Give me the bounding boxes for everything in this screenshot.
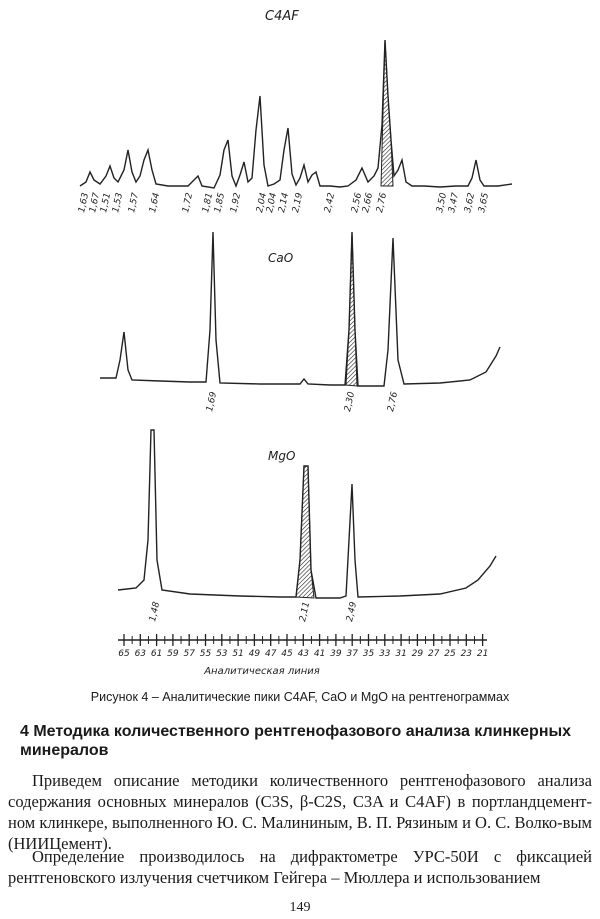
tick-label: 35 [362, 649, 375, 659]
peak-label: 3,62 [463, 191, 478, 214]
peak-label: 2,56 [350, 191, 365, 214]
tick-label: 47 [264, 649, 277, 659]
peak-label: 1,48 [148, 600, 163, 623]
tick-label: 57 [183, 649, 195, 659]
peak-label: 1,64 [148, 191, 163, 214]
tick-label: 33 [379, 649, 391, 659]
peak-label: 1,57 [127, 191, 142, 214]
axis-label: Аналитическая линия [204, 666, 320, 677]
tick-label: 45 [281, 649, 293, 659]
tick-label: 65 [118, 649, 130, 659]
tick-label: 53 [216, 649, 228, 659]
tick-label: 39 [330, 649, 342, 659]
tick-label: 59 [167, 649, 179, 659]
page-number: 149 [289, 900, 311, 915]
panel-label-cao: CaO [268, 251, 294, 265]
paragraph: Определение производилось на дифрактометре УРС-50И с фиксацией рентгеновского излучения счетчиком Гейгера – Мюллера и использованием [8, 847, 592, 887]
panel-label-mgo: MgO [268, 449, 296, 463]
peak-label: 2,66 [361, 191, 376, 214]
figure-caption: Рисунок 4 – Аналитические пики C4AF, CaO и MgO на рентгенограммах [90, 690, 510, 704]
tick-label: 27 [427, 649, 440, 659]
tick-label: 29 [411, 649, 424, 659]
tick-label: 43 [297, 649, 310, 659]
peak-label: 3,47 [447, 191, 462, 214]
peak-label: 2,11 [298, 600, 313, 623]
peak-label: 1,81 [201, 191, 216, 214]
peak-label: 2,14 [277, 191, 292, 214]
peak-label: 2,04 [255, 191, 270, 214]
peak-label: 2,19 [291, 191, 306, 214]
tick-label: 55 [199, 649, 212, 659]
peak-label: 2,76 [375, 191, 390, 214]
tick-label: 41 [313, 649, 326, 659]
peak-label: 1,92 [229, 191, 244, 214]
tick-label: 25 [444, 649, 456, 659]
c4af-peak-labels [77, 192, 491, 214]
panel-label-c4af: C4AF [265, 9, 299, 24]
peak-label: 2,49 [345, 600, 360, 623]
peak-label: 3,65 [477, 191, 492, 214]
tick-label: 37 [346, 649, 358, 659]
tick-label: 61 [150, 649, 163, 659]
peak-label: 1,69 [205, 390, 220, 413]
scale-tick-labels [118, 649, 488, 659]
c4af-trace [80, 40, 512, 188]
peak-label: 1,72 [181, 191, 196, 214]
tick-label: 23 [460, 649, 473, 659]
paragraph: Приведем описание методики количественного рентгенофазового анализа содержания основных минералов (C3S, β-C2S, C3A и C4AF) в портландцемент-ном клинкере, выполненного Ю. С. Малининым, В. П. Рязиным и О. С. Волко-вым (НИИЦемент). [8, 771, 592, 853]
tick-label: 49 [248, 649, 261, 659]
tick-label: 31 [395, 649, 407, 659]
peak-label: 2,30 [343, 390, 358, 413]
peak-label: 1,67 [88, 191, 103, 214]
peak-label: 2,42 [323, 191, 338, 214]
peak-label: 1,85 [213, 191, 228, 214]
section-heading: 4 Методика количественного рентгенофазового анализа клинкерных минералов [20, 723, 572, 759]
tick-label: 21 [476, 649, 489, 659]
peak-label: 1,51 [99, 191, 114, 214]
peak-label: 1,53 [111, 191, 126, 214]
peak-label: 2,04 [265, 191, 280, 214]
peak-label: 1,63 [77, 191, 92, 214]
peak-label: 3,50 [435, 191, 450, 214]
cao-trace [100, 232, 500, 386]
tick-label: 63 [134, 649, 147, 659]
tick-label: 51 [232, 649, 244, 659]
peak-label: 2,76 [386, 390, 401, 413]
